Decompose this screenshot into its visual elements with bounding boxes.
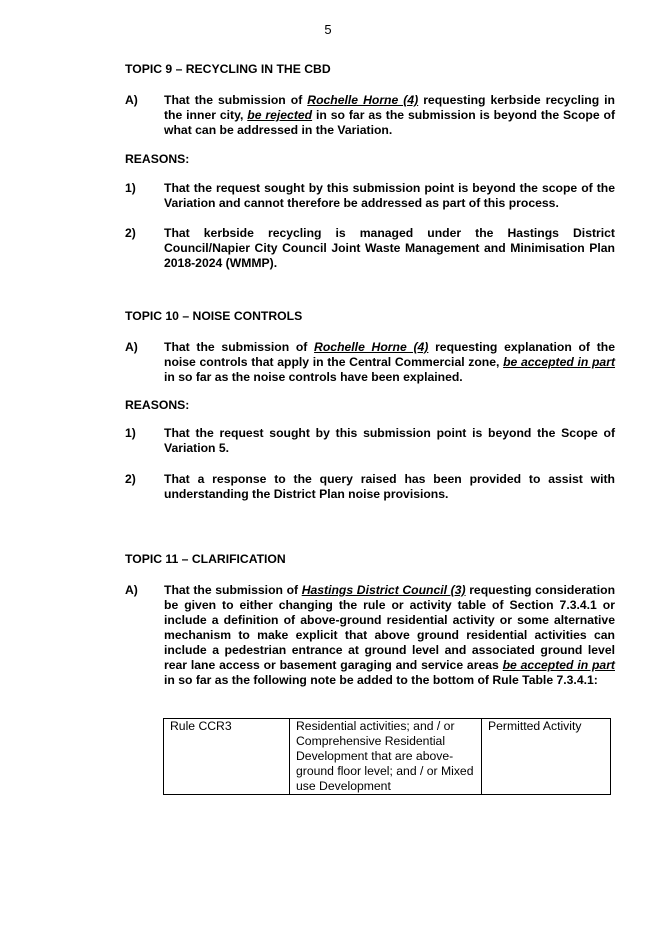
decision: be rejected: [247, 108, 313, 122]
item-text: That the request sought by this submission point is beyond the Scope of Variation 5.: [164, 426, 615, 455]
decision: be accepted in part: [502, 658, 615, 672]
item-label: 2): [125, 472, 136, 486]
text-run: That the submission of: [164, 340, 315, 354]
item-text: [164, 340, 615, 385]
item-text: [164, 583, 615, 688]
decision: be accepted in part: [503, 355, 616, 369]
text-run: in so far as the submission is beyond the Scope of what can be addressed in the Variation.: [164, 108, 616, 137]
activity-cell: Residential activities; and / or Comprehensive Residential Development that are above-ground floor level; and / or Mixed use Development: [290, 719, 482, 795]
page-number: 5: [324, 22, 332, 37]
topic-11-resolution-a: [125, 583, 615, 688]
text-run: requesting explanation of the noise controls that apply in the Central Commercial zone,: [164, 340, 615, 369]
item-label: 1): [125, 181, 136, 195]
text-run: in so far as the following note be added to the bottom of Rule Table 7.3.4.1:: [164, 673, 598, 687]
item-text: That the request sought by this submission point is beyond the scope of the Variation and cannot therefore be addressed as part of this process.: [164, 181, 615, 210]
item-text: That kerbside recycling is managed under the Hastings District Council/Napier City Council Joint Waste Management and Minimisation Plan 2018-2024 (WMMP).: [164, 226, 615, 270]
item-label: A): [125, 340, 138, 354]
text-run: That the submission of: [164, 583, 302, 597]
topic-11-heading: TOPIC 11 – CLARIFICATION: [125, 552, 286, 566]
submitter-name: Hastings District Council (3): [301, 583, 466, 597]
topic-10-heading: TOPIC 10 – NOISE CONTROLS: [125, 309, 303, 323]
item-label: A): [125, 583, 138, 597]
topic-9-reason-2: [125, 226, 615, 271]
topic-9-resolution-a: [125, 93, 615, 138]
topic-10-reasons-heading: REASONS:: [125, 398, 190, 412]
text-run: in so far as the noise controls have been explained.: [164, 370, 463, 384]
topic-10-reason-1: [125, 426, 615, 456]
item-text: That a response to the query raised has been provided to assist with understanding the District Plan noise provisions.: [164, 472, 615, 501]
text-run: requesting consideration be given to either changing the rule or activity table of Section 7.3.4.1 or include a definition of above-ground residential activity or some alternative mechanism to make explicit that above ground residential activities can include a pedestrian entrance at ground level and associated ground level rear lane access or basement garaging and service areas: [164, 583, 616, 672]
topic-9-heading: TOPIC 9 – RECYCLING IN THE CBD: [125, 62, 331, 76]
submitter-name: Rochelle Horne (4): [307, 93, 419, 107]
document-body: [125, 62, 615, 795]
status-cell: Permitted Activity: [482, 719, 611, 795]
item-label: A): [125, 93, 138, 107]
topic-9-reason-1: [125, 181, 615, 211]
text-run: requesting kerbside recycling in the inner city,: [164, 93, 615, 122]
item-label: 1): [125, 426, 136, 440]
submitter-name: Rochelle Horne (4): [314, 340, 429, 354]
rule-cell: Rule CCR3: [164, 719, 290, 795]
topic-9-reasons-heading: REASONS:: [125, 152, 190, 166]
text-run: That the submission of: [164, 93, 308, 107]
item-label: 2): [125, 226, 136, 240]
item-text: [164, 93, 615, 138]
table-row: [164, 719, 611, 795]
rule-table: [163, 718, 611, 795]
topic-10-resolution-a: [125, 340, 615, 385]
topic-10-reason-2: [125, 472, 615, 502]
